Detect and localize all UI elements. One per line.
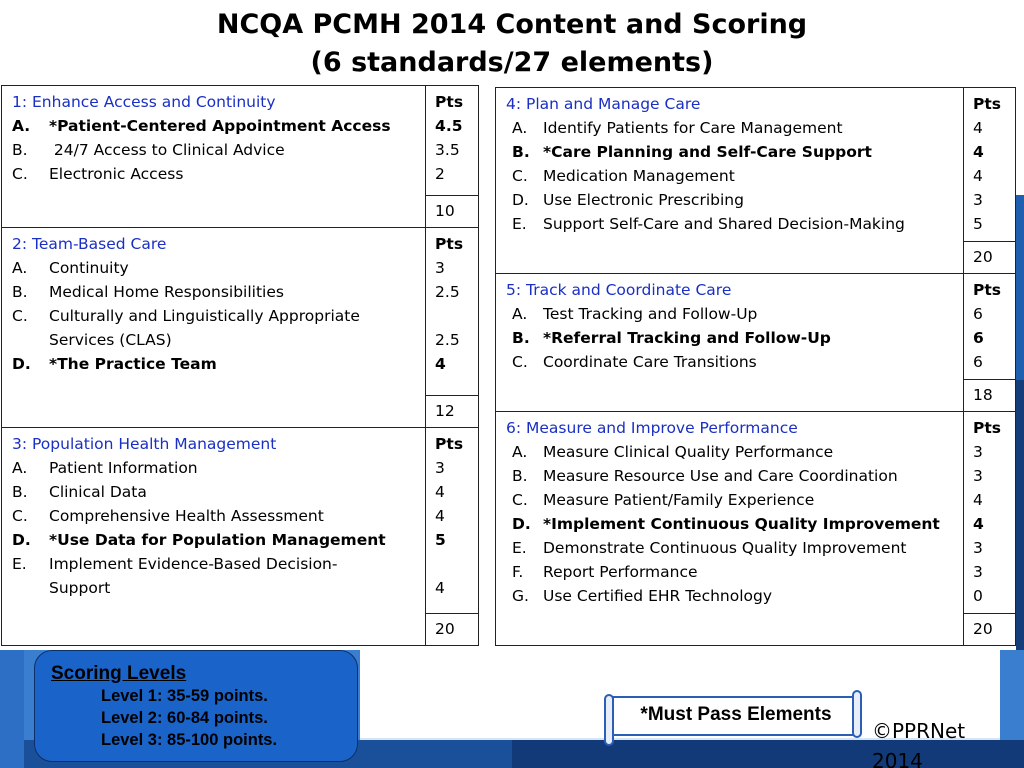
standard-5-cell <box>496 274 964 412</box>
list-item: D. *Implement Continuous Quality Improvement <box>512 515 940 533</box>
scoring-level-1: Level 1: 35-59 points. <box>101 687 268 705</box>
list-item: A. Test Tracking and Follow-Up <box>512 305 758 323</box>
list-item: A. Patient Information <box>12 459 198 477</box>
scroll-curl-left <box>604 694 614 746</box>
point-value: 3 <box>973 443 983 461</box>
standard-3-points <box>426 428 479 614</box>
list-item: C. Culturally and Linguistically Appropriate Services (CLAS) <box>12 307 360 349</box>
point-value: 4 <box>435 355 446 373</box>
must-pass-label: *Must Pass Elements <box>640 704 832 725</box>
point-value: 4 <box>973 515 984 533</box>
copyright-text: ©PPRNet 2014 <box>872 719 966 768</box>
list-item: B. Medical Home Responsibilities <box>12 283 284 301</box>
standard-3-total: 20 <box>426 614 479 646</box>
standard-1-total: 10 <box>426 196 479 228</box>
decorative-band-left <box>0 650 24 768</box>
point-value: 3 <box>973 539 983 557</box>
list-item: B. *Care Planning and Self-Care Support <box>512 143 872 161</box>
point-value: 3.5 <box>435 141 460 159</box>
list-item: E. Implement Evidence-Based Decision-Support <box>12 555 338 597</box>
standard-2-total: 12 <box>426 396 479 428</box>
pts-label: Pts <box>435 93 464 111</box>
standard-6-heading: 6: Measure and Improve Performance <box>506 419 798 437</box>
list-item: C. Comprehensive Health Assessment <box>12 507 324 525</box>
standard-2-heading: 2: Team-Based Care <box>12 235 167 253</box>
pts-label: Pts <box>435 235 464 253</box>
point-value: 2 <box>435 165 445 183</box>
list-item: A. *Patient-Centered Appointment Access <box>12 117 391 135</box>
title-line-2: (6 standards/27 elements) <box>310 47 714 78</box>
point-value: 5 <box>435 531 446 549</box>
standard-1-list <box>12 114 417 186</box>
point-value: 6 <box>973 353 983 371</box>
list-item: B. *Referral Tracking and Follow-Up <box>512 329 831 347</box>
point-value: 5 <box>973 215 983 233</box>
point-value: 2.5 <box>435 283 460 301</box>
point-value: 3 <box>973 563 983 581</box>
list-item: A. Continuity <box>12 259 129 277</box>
standard-6-cell <box>496 412 964 646</box>
point-value: 4.5 <box>435 117 463 135</box>
scoring-levels-box <box>34 650 358 762</box>
point-value: 4 <box>435 507 445 525</box>
list-item: D. *The Practice Team <box>12 355 217 373</box>
standards-table-right <box>495 87 1016 646</box>
list-item: A. Identify Patients for Care Management <box>512 119 843 137</box>
standards-table-left <box>1 85 479 646</box>
standard-1-heading: 1: Enhance Access and Continuity <box>12 93 276 111</box>
point-value: 4 <box>435 579 445 597</box>
point-value: 4 <box>973 143 984 161</box>
list-item: B. Clinical Data <box>12 483 147 501</box>
scoring-level-2: Level 2: 60-84 points. <box>101 709 268 727</box>
point-value: 6 <box>973 305 983 323</box>
list-item: C. Measure Patient/Family Experience <box>512 491 815 509</box>
point-value: 3 <box>435 459 445 477</box>
scoring-level-3: Level 3: 85-100 points. <box>101 731 278 749</box>
list-item: B. Measure Resource Use and Care Coordination <box>512 467 898 485</box>
point-value: 3 <box>973 191 983 209</box>
standard-6-list <box>506 440 955 608</box>
point-value: 4 <box>973 119 983 137</box>
pts-label: Pts <box>435 435 464 453</box>
pts-label: Pts <box>973 281 1002 299</box>
standard-2-cell <box>2 228 426 428</box>
point-value: 4 <box>435 483 445 501</box>
list-item: D. Use Electronic Prescribing <box>512 191 744 209</box>
standard-5-points <box>964 274 1016 380</box>
standard-6-total: 20 <box>964 614 1016 646</box>
standard-1-points <box>426 86 479 196</box>
list-item: E. Demonstrate Continuous Quality Improvement <box>512 539 907 557</box>
standard-4-points <box>964 88 1016 242</box>
list-item: G. Use Certified EHR Technology <box>512 587 773 605</box>
spacer <box>435 304 470 328</box>
standard-3-heading: 3: Population Health Management <box>12 435 277 453</box>
pts-label: Pts <box>973 95 1002 113</box>
standard-4-total: 20 <box>964 242 1016 274</box>
point-value: 6 <box>973 329 984 347</box>
list-item: D. *Use Data for Population Management <box>12 531 386 549</box>
list-item: A. Measure Clinical Quality Performance <box>512 443 834 461</box>
point-value: 3 <box>435 259 445 277</box>
standard-3-cell <box>2 428 426 646</box>
standard-3-list <box>12 456 417 600</box>
list-item: F. Report Performance <box>512 563 698 581</box>
page-title <box>0 6 1024 82</box>
point-value: 3 <box>973 467 983 485</box>
standard-2-list <box>12 256 417 376</box>
spacer <box>435 552 470 576</box>
standard-4-heading: 4: Plan and Manage Care <box>506 95 701 113</box>
scoring-levels-heading: Scoring Levels <box>51 663 187 684</box>
pts-label: Pts <box>973 419 1002 437</box>
list-item: E. Support Self-Care and Shared Decision-Making <box>512 215 905 233</box>
list-item: C. Coordinate Care Transitions <box>512 353 757 371</box>
point-value: 4 <box>973 491 983 509</box>
standard-5-heading: 5: Track and Coordinate Care <box>506 281 732 299</box>
title-line-1: NCQA PCMH 2014 Content and Scoring <box>216 9 808 40</box>
point-value: 4 <box>973 167 983 185</box>
list-item: C. Medication Management <box>512 167 735 185</box>
list-item: C. Electronic Access <box>12 165 184 183</box>
standard-2-points <box>426 228 479 396</box>
standard-1-cell <box>2 86 426 228</box>
point-value: 0 <box>973 587 983 605</box>
standard-4-list <box>506 116 955 236</box>
standard-5-total: 18 <box>964 380 1016 412</box>
standard-4-cell <box>496 88 964 274</box>
must-pass-scroll <box>604 690 862 746</box>
point-value: 2.5 <box>435 331 460 349</box>
standard-5-list <box>506 302 955 374</box>
list-item: B. 24/7 Access to Clinical Advice <box>12 141 285 159</box>
standard-6-points <box>964 412 1016 614</box>
